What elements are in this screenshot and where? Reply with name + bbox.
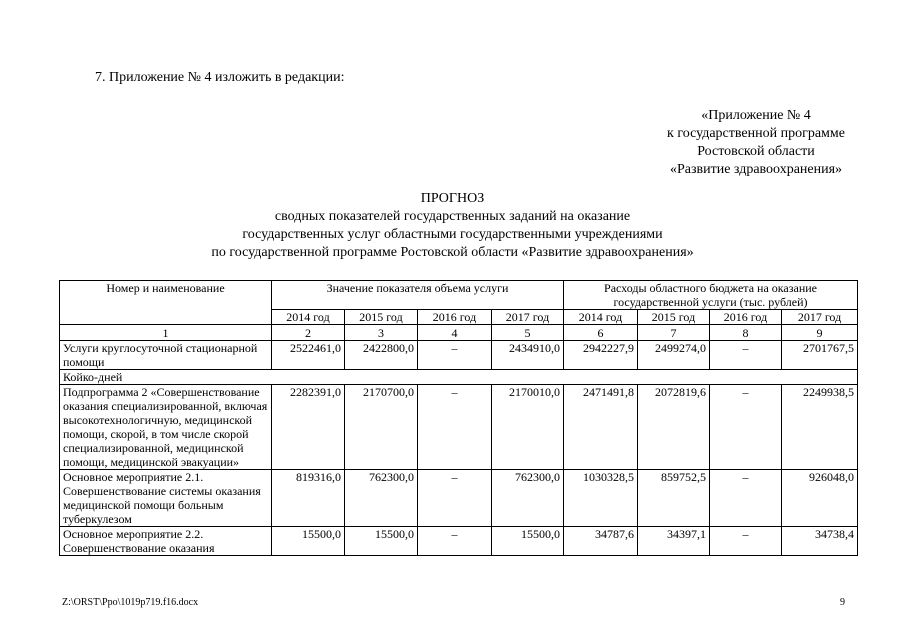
title-line: ПРОГНОЗ xyxy=(420,191,485,206)
cell-expense-2017: 2701767,5 xyxy=(782,341,858,370)
appendix-line: «Приложение № 4 xyxy=(701,108,811,123)
cell-expense-2016: – xyxy=(710,470,782,527)
table-header-row xyxy=(60,281,858,310)
cell-value-2017: 2170010,0 xyxy=(492,385,564,470)
cell-expense-2017: 34738,4 xyxy=(782,527,858,556)
cell-value-2014: 2522461,0 xyxy=(272,341,345,370)
cell-value-2014: 15500,0 xyxy=(272,527,345,556)
header-expense-group: Расходы областного бюджета на оказание государственной услуги (тыс. рублей) xyxy=(564,281,858,310)
table-column-numbers-row xyxy=(60,325,858,341)
cell-expense-2014: 34787,6 xyxy=(564,527,638,556)
appendix-reference xyxy=(667,107,845,179)
cell-value-2015: 15500,0 xyxy=(345,527,418,556)
row-name: Основное мероприятие 2.2. Совершенствование оказания xyxy=(60,527,272,556)
appendix-line: к государственной программе xyxy=(667,126,845,141)
cell-expense-2016: – xyxy=(710,527,782,556)
unit-label: Койко-дней xyxy=(60,370,858,385)
cell-expense-2016: – xyxy=(710,341,782,370)
cell-value-2014: 2282391,0 xyxy=(272,385,345,470)
page-number: 9 xyxy=(840,597,845,608)
column-number: 1 xyxy=(60,325,272,341)
column-number: 4 xyxy=(418,325,492,341)
title-line: по государственной программе Ростовской области «Развитие здравоохранения» xyxy=(211,245,694,260)
table-unit-row xyxy=(60,370,858,385)
title-line: государственных услуг областными государственными учреждениями xyxy=(242,227,663,242)
title-line: сводных показателей государственных заданий на оказание xyxy=(274,209,631,224)
forecast-table xyxy=(59,280,858,556)
column-number: 2 xyxy=(272,325,345,341)
header-year: 2014 год xyxy=(272,310,345,325)
header-year: 2016 год xyxy=(710,310,782,325)
cell-expense-2017: 926048,0 xyxy=(782,470,858,527)
cell-expense-2015: 34397,1 xyxy=(638,527,710,556)
table-row xyxy=(60,470,858,527)
row-name: Подпрограмма 2 «Совершенствование оказания специализированной, включая высокотехнологичную, медицинской помощи, скорой, в том числе скорой специализированной, медицинской помощи, медицинской эвакуации» xyxy=(60,385,272,470)
cell-value-2016: – xyxy=(418,470,492,527)
column-number: 5 xyxy=(492,325,564,341)
header-year: 2014 год xyxy=(564,310,638,325)
header-value-group: Значение показателя объема услуги xyxy=(272,281,564,310)
table-row xyxy=(60,341,858,370)
column-number: 6 xyxy=(564,325,638,341)
header-year: 2017 год xyxy=(782,310,858,325)
cell-value-2017: 15500,0 xyxy=(492,527,564,556)
cell-expense-2015: 2499274,0 xyxy=(638,341,710,370)
footer-file-path: Z:\ORST\Ppo\1019p719.f16.docx xyxy=(62,597,199,608)
header-year: 2017 год xyxy=(492,310,564,325)
column-number: 9 xyxy=(782,325,858,341)
cell-value-2016: – xyxy=(418,385,492,470)
row-name: Услуги круглосуточной стационарной помощи xyxy=(60,341,272,370)
cell-value-2016: – xyxy=(418,341,492,370)
header-name: Номер и наименование xyxy=(60,281,272,325)
cell-expense-2014: 1030328,5 xyxy=(564,470,638,527)
cell-expense-2016: – xyxy=(710,385,782,470)
header-year: 2015 год xyxy=(345,310,418,325)
column-number: 8 xyxy=(710,325,782,341)
document-title xyxy=(0,190,905,262)
cell-value-2014: 819316,0 xyxy=(272,470,345,527)
cell-expense-2017: 2249938,5 xyxy=(782,385,858,470)
cell-value-2015: 2170700,0 xyxy=(345,385,418,470)
row-name: Основное мероприятие 2.1. Совершенствование системы оказания медицинской помощи больным туберкулезом xyxy=(60,470,272,527)
table-row xyxy=(60,385,858,470)
cell-value-2015: 2422800,0 xyxy=(345,341,418,370)
appendix-line: Ростовской области xyxy=(697,144,815,159)
cell-expense-2014: 2942227,9 xyxy=(564,341,638,370)
cell-expense-2015: 859752,5 xyxy=(638,470,710,527)
column-number: 7 xyxy=(638,325,710,341)
cell-value-2015: 762300,0 xyxy=(345,470,418,527)
cell-value-2017: 762300,0 xyxy=(492,470,564,527)
header-year: 2016 год xyxy=(418,310,492,325)
cell-value-2016: – xyxy=(418,527,492,556)
column-number: 3 xyxy=(345,325,418,341)
intro-text: 7. Приложение № 4 изложить в редакции: xyxy=(95,70,345,85)
header-year: 2015 год xyxy=(638,310,710,325)
table-row xyxy=(60,527,858,556)
appendix-line: «Развитие здравоохранения» xyxy=(669,162,843,177)
cell-expense-2014: 2471491,8 xyxy=(564,385,638,470)
cell-value-2017: 2434910,0 xyxy=(492,341,564,370)
cell-expense-2015: 2072819,6 xyxy=(638,385,710,470)
